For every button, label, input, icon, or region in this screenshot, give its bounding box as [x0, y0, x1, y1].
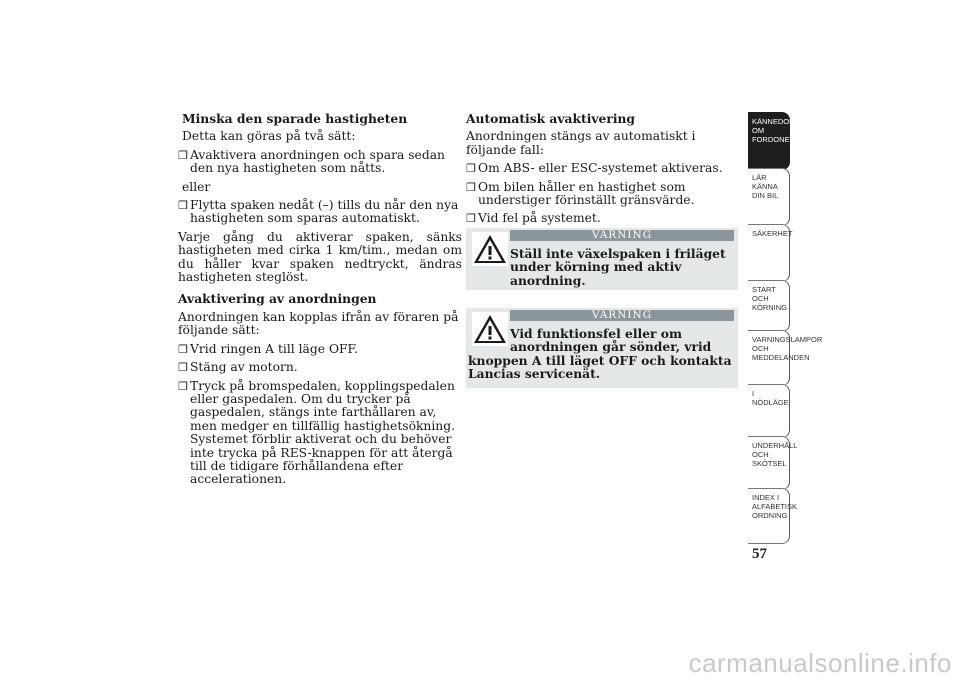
checkbox-bullet-icon: ❒: [466, 212, 476, 226]
tab-i-nodlage[interactable]: I NÖDLÄGE: [748, 384, 790, 438]
list-item: [178, 149, 462, 176]
list-item: [178, 380, 462, 487]
list-item: [178, 199, 462, 226]
paragraph-two-ways: Detta kan göras på två sätt:: [182, 129, 356, 144]
list-item: [466, 212, 738, 225]
section-heading-deactivation: Avaktivering av anordningen: [178, 291, 377, 307]
checkbox-bullet-icon: ❒: [178, 342, 188, 356]
checkbox-bullet-icon: ❒: [466, 180, 476, 194]
list-item-text: Avaktivera anordningen och spara sedan den nya hastigheten som nåtts.: [190, 147, 445, 176]
list-item-text: Om bilen håller en hastighet som understiger förinställt gränsvärde.: [478, 179, 695, 208]
warning-text-continued: knoppen A till läget OFF och kontakta Lancias servicenät.: [468, 353, 732, 382]
list-item-text: Om ABS- eller ESC-systemet aktiveras.: [478, 161, 723, 176]
page-number: 57: [752, 546, 767, 562]
tab-index[interactable]: INDEX I ALFABETISK ORDNING: [748, 488, 790, 544]
tab-start-och-korning[interactable]: START OCH KÖRNING: [748, 280, 790, 332]
warning-box: [466, 308, 738, 388]
list-item-text: Vrid ringen A till läge OFF.: [190, 341, 359, 356]
left-column: [178, 112, 462, 492]
warning-label: VARNING: [510, 310, 734, 321]
warning-triangle-icon: [472, 312, 508, 346]
section-heading-auto-deactivation: Automatisk avaktivering: [466, 111, 636, 126]
right-column: [466, 112, 738, 231]
paragraph-speed-step: Varje gång du aktiverar spaken, sänks hastigheten med cirka 1 km/tim., medan om du håller kvar spaken nedtryckt, ändras hastigheten steglöst.: [178, 229, 462, 285]
checkbox-bullet-icon: ❒: [466, 162, 476, 176]
warning-text: Ställ inte växelspaken i friläget under körning med aktiv anordning.: [510, 246, 726, 288]
tab-kannedom-om-fordonet[interactable]: KÄNNEDOM OM FORDONET: [748, 112, 790, 170]
tab-sakerhet[interactable]: SÄKERHET: [748, 224, 790, 282]
tab-lar-kanna-din-bil[interactable]: LÄR KÄNNA DIN BIL: [748, 168, 790, 226]
tab-varningslampor[interactable]: VARNINGSLAMPOR OCH MEDDELANDEN: [748, 330, 790, 386]
list-item-text: Tryck på bromspedalen, kopplingspedalen eller gaspedalen. Om du trycker på gaspedalen, stängs inte farthållaren av, men medger en tillfällig hastighetsökning. Systemet förblir aktiverat och du behöver inte trycka på RES-knappen för att återgå till de tidigare förhållandena efter accelerationen.: [190, 378, 455, 487]
list-item-text: Vid fel på systemet.: [478, 211, 601, 226]
warning-triangle-icon: [472, 232, 508, 266]
list-item-text: Stäng av motorn.: [190, 360, 298, 375]
warning-text: Vid funktionsfel eller om anordningen går sönder, vrid: [510, 326, 712, 355]
checkbox-bullet-icon: ❒: [178, 148, 188, 162]
warning-box: [466, 228, 738, 290]
list-item: [178, 361, 462, 374]
paragraph-auto-cases: Anordningen stängs av automatiskt i följande fall:: [466, 129, 696, 157]
paragraph-or: eller: [182, 179, 211, 194]
list-item: [178, 343, 462, 356]
watermark: carmanualsonline.info: [688, 648, 952, 678]
warning-label: VARNING: [510, 230, 734, 241]
checkbox-bullet-icon: ❒: [178, 199, 188, 213]
list-item-text: Flytta spaken nedåt (–) tills du når den nya hastigheten som sparas automatiskt.: [190, 198, 459, 226]
list-item: [466, 162, 738, 175]
paragraph-disconnect: Anordningen kan kopplas ifrån av föraren på följande sätt:: [178, 309, 459, 338]
list-item: [466, 181, 738, 208]
tab-underhall-och-skotsel[interactable]: UNDERHÅLL OCH SKÖTSEL: [748, 436, 790, 490]
section-heading-reduce-speed: Minska den sparade hastigheten: [182, 111, 408, 126]
checkbox-bullet-icon: ❒: [178, 361, 188, 375]
checkbox-bullet-icon: ❒: [178, 379, 188, 393]
